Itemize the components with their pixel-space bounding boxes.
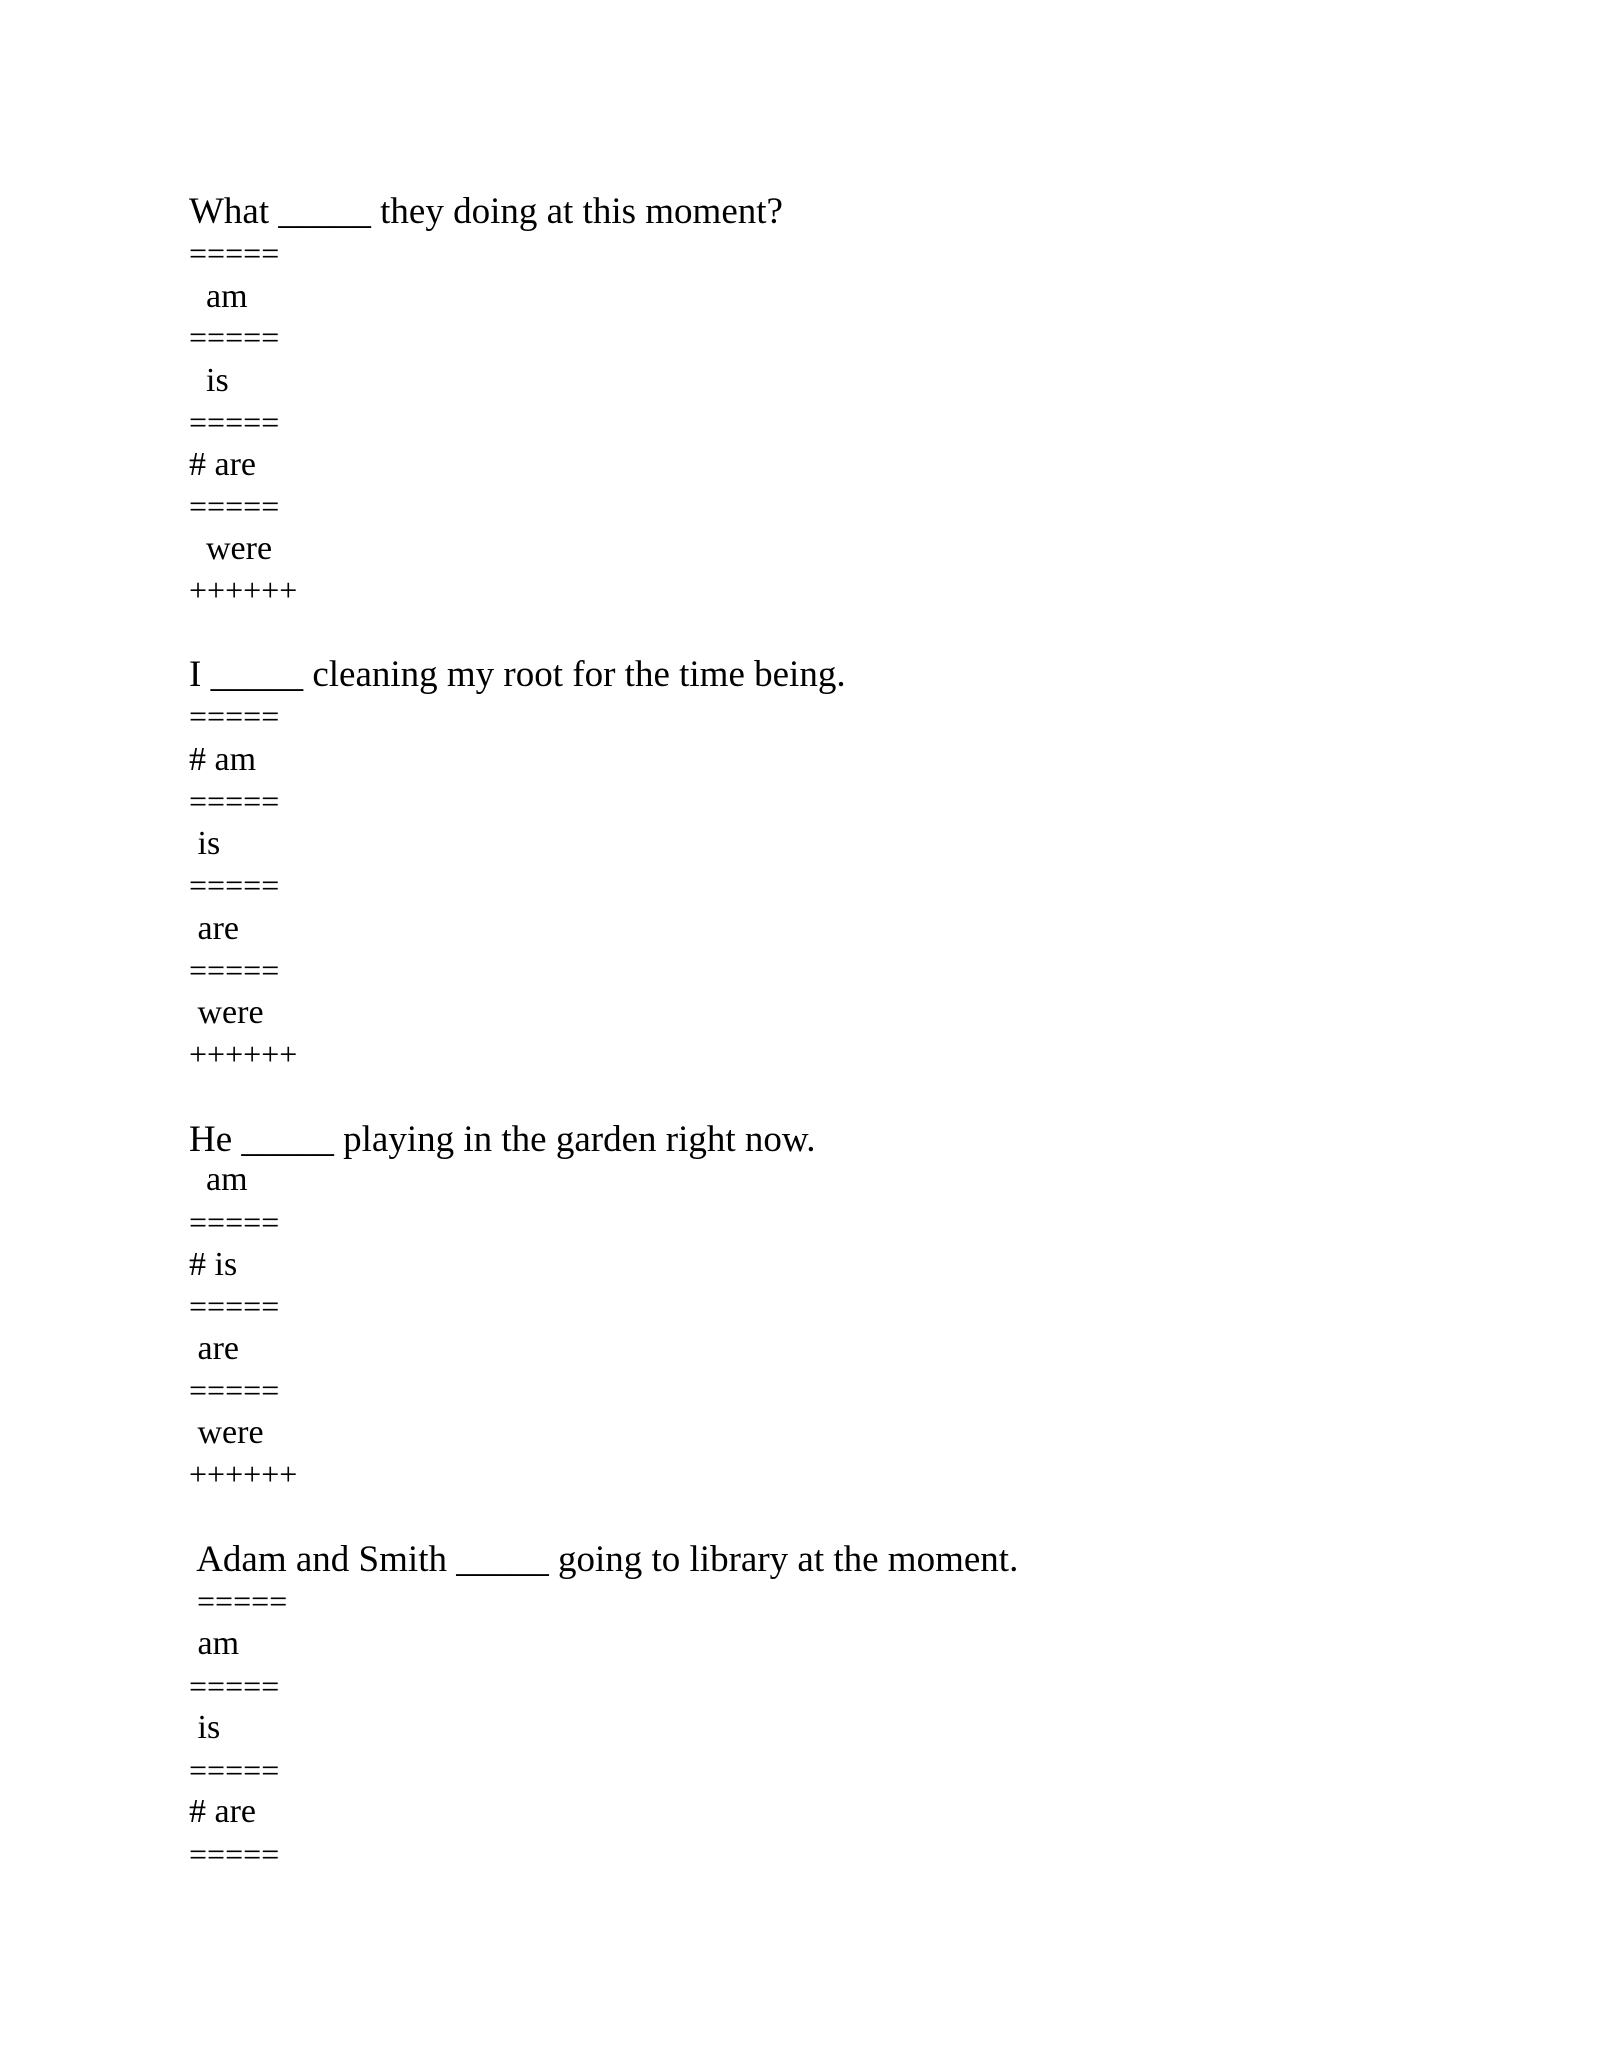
separator: =====: [189, 1668, 280, 1704]
option-are-correct: # are: [189, 446, 257, 483]
separator: =====: [189, 1204, 280, 1240]
option-are: are: [189, 910, 240, 947]
option-am-correct: # am: [189, 741, 257, 778]
separator: =====: [189, 867, 280, 903]
question-2-text: I _____ cleaning my root for the time being.: [189, 654, 846, 695]
question-end-marker: ++++++: [189, 1456, 298, 1492]
separator: =====: [189, 1372, 280, 1408]
separator: =====: [189, 319, 280, 355]
question-end-marker: ++++++: [189, 1036, 298, 1072]
separator: =====: [189, 698, 280, 734]
option-is: is: [189, 1709, 221, 1746]
option-is: is: [189, 362, 229, 399]
option-were: were: [189, 1414, 264, 1451]
separator: =====: [189, 1836, 280, 1872]
option-is: is: [189, 825, 221, 862]
option-am: am: [189, 1625, 240, 1662]
separator: =====: [189, 404, 280, 440]
separator: =====: [189, 235, 280, 271]
separator: =====: [189, 488, 280, 524]
option-am: am: [189, 1161, 248, 1198]
option-am: am: [189, 278, 248, 315]
question-4-text: Adam and Smith _____ going to library at the moment.: [189, 1539, 1019, 1580]
option-were: were: [189, 994, 264, 1031]
separator: =====: [189, 1752, 280, 1788]
question-3-text: He _____ playing in the garden right now.: [189, 1119, 816, 1160]
question-1-text: What _____ they doing at this moment?: [189, 191, 783, 232]
question-end-marker: ++++++: [189, 572, 298, 608]
separator: =====: [189, 952, 280, 988]
separator: =====: [189, 1583, 288, 1619]
option-are: are: [189, 1330, 240, 1367]
option-were: were: [189, 530, 273, 567]
option-are-correct: # are: [189, 1793, 257, 1830]
separator: =====: [189, 783, 280, 819]
option-is-correct: # is: [189, 1246, 238, 1283]
separator: =====: [189, 1288, 280, 1324]
